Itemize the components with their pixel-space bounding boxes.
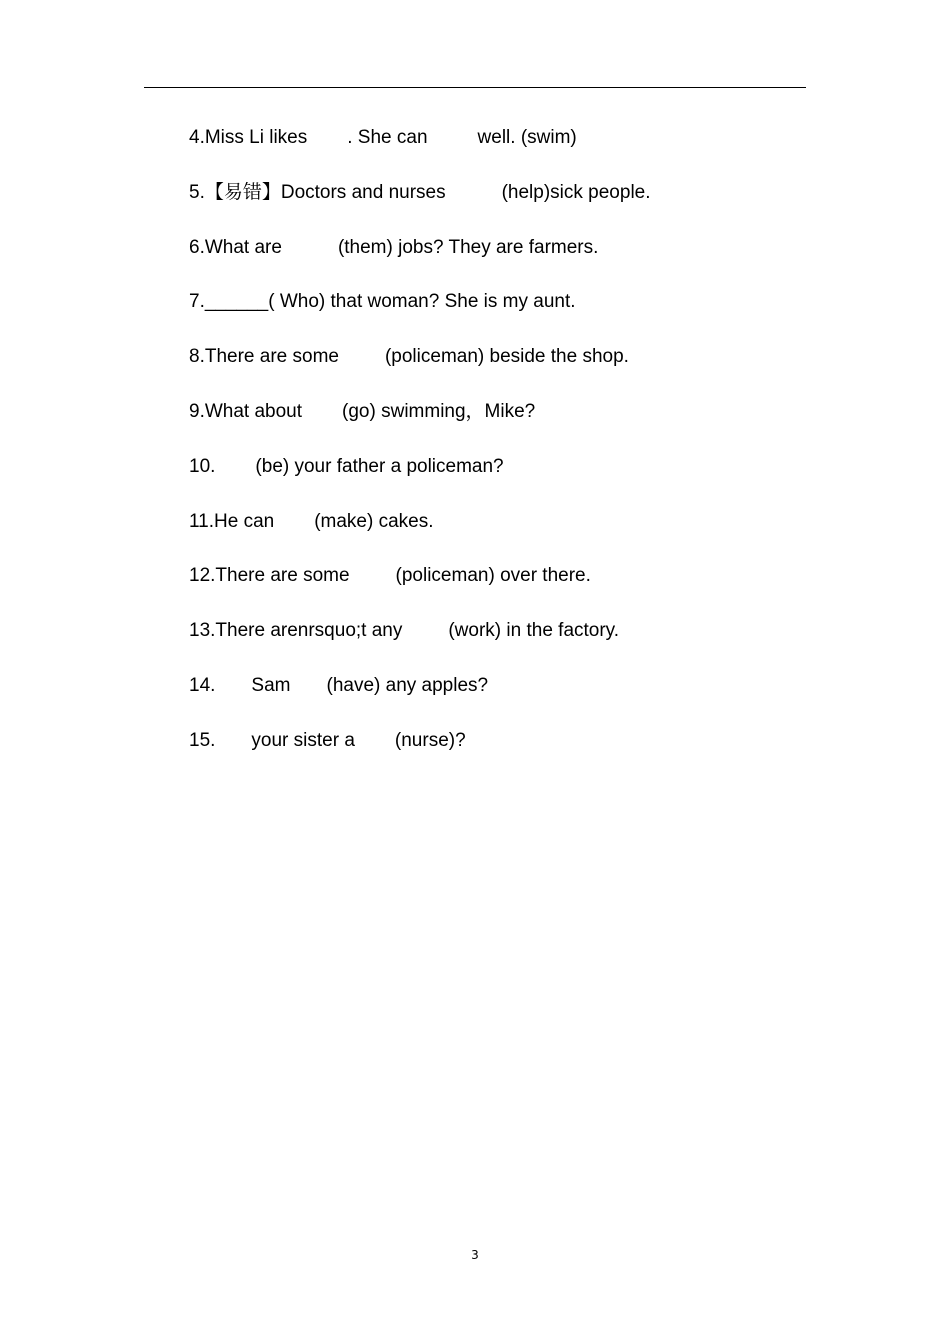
exercise-text: 5.【易错】Doctors and nurses bbox=[189, 181, 446, 203]
exercise-text: 14. bbox=[189, 674, 216, 696]
exercise-text: 9.What about bbox=[189, 400, 303, 422]
exercise-item bbox=[189, 508, 809, 563]
exercise-item bbox=[189, 727, 809, 782]
exercise-text: 12.There are some bbox=[189, 565, 350, 587]
exercise-text: 11.He can bbox=[189, 510, 275, 532]
exercise-text: (go) swimming，Mike? bbox=[342, 400, 536, 422]
exercise-text: 8.There are some bbox=[189, 346, 339, 368]
exercise-text: well. (swim) bbox=[477, 127, 577, 148]
exercise-text: (help)sick people. bbox=[501, 181, 651, 203]
exercise-item bbox=[189, 672, 809, 727]
exercise-item bbox=[189, 562, 809, 617]
exercise-item bbox=[189, 343, 809, 398]
exercise-text: (nurse)? bbox=[394, 729, 466, 751]
exercise-item bbox=[189, 398, 809, 453]
exercise-item bbox=[189, 453, 809, 508]
header-rule bbox=[144, 87, 806, 88]
exercise-text: (policeman) over there. bbox=[395, 565, 591, 587]
exercise-text: (them) jobs? They are farmers. bbox=[337, 236, 599, 258]
exercise-text: . She can bbox=[347, 127, 428, 148]
exercise-text: (make) cakes. bbox=[314, 510, 434, 532]
exercise-text: your sister a bbox=[251, 729, 355, 751]
exercise-item bbox=[189, 288, 809, 343]
exercise-list bbox=[189, 124, 809, 782]
exercise-text: 7.______( Who) that woman? She is my aunt. bbox=[189, 291, 576, 313]
exercise-text: (have) any apples? bbox=[326, 674, 489, 696]
exercise-text: 6.What are bbox=[189, 236, 282, 258]
exercise-item bbox=[189, 617, 809, 672]
exercise-text: 10. bbox=[189, 455, 216, 477]
exercise-item bbox=[189, 124, 809, 179]
exercise-text: (policeman) beside the shop. bbox=[384, 346, 629, 368]
exercise-text: (be) your father a policeman? bbox=[255, 455, 504, 477]
exercise-item bbox=[189, 179, 809, 234]
page-number: 3 bbox=[471, 1248, 479, 1262]
exercise-text: 4.Miss Li likes bbox=[189, 127, 308, 148]
exercise-text: (work) in the factory. bbox=[448, 620, 620, 642]
exercise-text: Sam bbox=[251, 674, 291, 696]
exercise-text: 13.There arenrsquo;t any bbox=[189, 620, 403, 642]
exercise-item bbox=[189, 234, 809, 289]
exercise-text: 15. bbox=[189, 729, 216, 751]
